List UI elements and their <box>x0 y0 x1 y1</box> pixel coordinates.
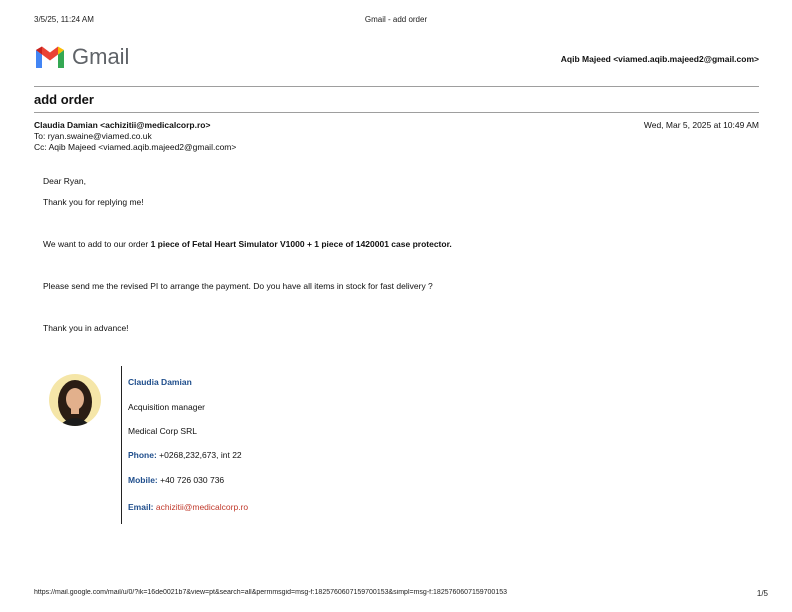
signature-role: Acquisition manager <box>128 402 206 412</box>
print-page-number: 1/5 <box>756 589 768 598</box>
signature-email <box>128 502 248 512</box>
order-items: 1 piece of Fetal Heart Simulator V1000 + 1 piece of 1420001 case protector. <box>150 239 452 249</box>
print-url: https://mail.google.com/mail/u/0/?ik=16de0021b7&view=pt&search=all&permmsgid=msg-f:1825760607159700153&simpl=msg-f:1825760607159700153 <box>34 589 508 596</box>
signature-phone <box>128 450 242 460</box>
account-user: Aqib Majeed <viamed.aqib.majeed2@gmail.com> <box>560 54 759 64</box>
gmail-wordmark: Gmail <box>72 44 130 69</box>
sender: Claudia Damian <achizitii@medicalcorp.ro> <box>34 120 211 130</box>
mobile-value: +40 726 030 736 <box>157 475 225 485</box>
avatar <box>49 374 101 431</box>
email-greeting: Dear Ryan, <box>43 176 86 186</box>
email-cc: Cc: Aqib Majeed <viamed.aqib.majeed2@gmail.com> <box>34 142 237 152</box>
header-divider <box>34 86 759 87</box>
print-datetime: 3/5/25, 11:24 AM <box>34 15 94 24</box>
signature-mobile <box>128 475 224 485</box>
email-label: Email: <box>128 502 154 512</box>
subject-divider <box>34 112 759 113</box>
email-date: Wed, Mar 5, 2025 at 10:49 AM <box>643 120 759 130</box>
email-line-2 <box>43 239 452 249</box>
gmail-logo[interactable] <box>34 44 66 73</box>
mobile-label: Mobile: <box>128 475 158 485</box>
signature-divider <box>121 366 122 524</box>
phone-label: Phone: <box>128 450 157 460</box>
print-title: Gmail - add order <box>364 15 428 24</box>
email-line-1: Thank you for replying me! <box>43 197 144 207</box>
order-intro: We want to add to our order <box>43 239 151 249</box>
email-line-3: Please send me the revised PI to arrange the payment. Do you have all items in stock for fast delivery ? <box>43 281 433 291</box>
signature-company: Medical Corp SRL <box>128 426 197 436</box>
email-line-4: Thank you in advance! <box>43 323 129 333</box>
gmail-m-icon <box>34 44 66 68</box>
signature-name: Claudia Damian <box>128 377 192 387</box>
email-subject: add order <box>34 92 94 107</box>
phone-value: +0268,232,673, int 22 <box>156 450 242 460</box>
email-to: To: ryan.swaine@viamed.co.uk <box>34 131 152 141</box>
email-from <box>34 120 210 130</box>
email-link[interactable]: achizitii@medicalcorp.ro <box>153 502 249 512</box>
woman-portrait-icon <box>49 374 101 426</box>
